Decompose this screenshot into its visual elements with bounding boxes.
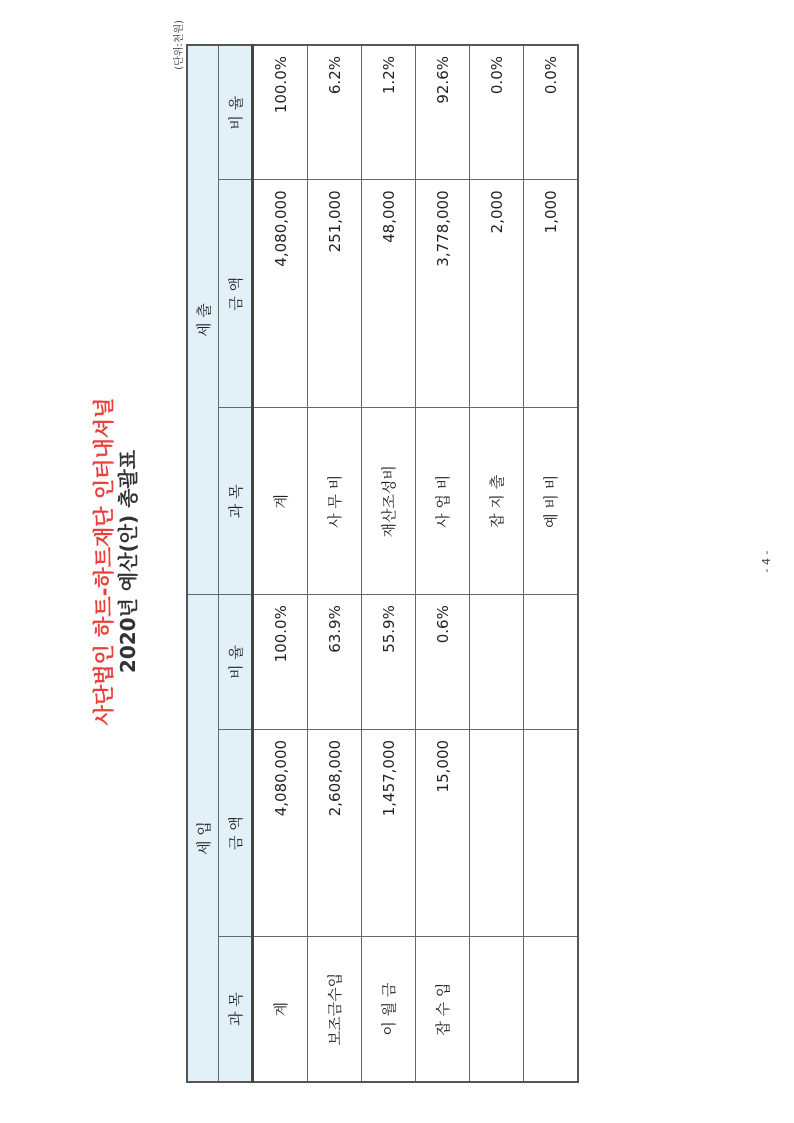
expense-amount: 48,000 [362, 180, 416, 408]
document-subtitle: 2020년 예산(안) 총괄표 [116, 449, 140, 674]
income-ratio: 0.6% [416, 595, 470, 730]
income-item [470, 937, 524, 1082]
income-amount-header: 금 액 [219, 729, 253, 936]
expense-item: 잡 지 출 [470, 408, 524, 595]
table-row [308, 45, 362, 1082]
unit-label: (단위:천원) [174, 20, 185, 70]
income-item: 계 [253, 937, 308, 1082]
table-row [416, 45, 470, 1082]
expense-header: 세 출 [187, 45, 219, 595]
expense-amount-header: 금 액 [219, 180, 253, 408]
document-title: 사단법인 하트-하트재단 인터내셔널 [92, 397, 116, 726]
expense-amount: 2,000 [470, 180, 524, 408]
expense-item: 재산조성비 [362, 408, 416, 595]
expense-item-header: 과 목 [219, 408, 253, 595]
income-item: 이 월 금 [362, 937, 416, 1082]
table-row [470, 45, 524, 1082]
income-ratio [524, 595, 579, 730]
income-ratio: 100.0% [253, 595, 308, 730]
income-ratio [470, 595, 524, 730]
expense-ratio: 1.2% [362, 45, 416, 180]
table-row [524, 45, 579, 1082]
income-item [524, 937, 579, 1082]
income-item: 보조금수입 [308, 937, 362, 1082]
expense-amount: 1,000 [524, 180, 579, 408]
expense-ratio: 0.0% [524, 45, 579, 180]
expense-ratio-header: 비 율 [219, 45, 253, 180]
income-amount: 15,000 [416, 729, 470, 936]
income-amount: 2,608,000 [308, 729, 362, 936]
expense-amount: 3,778,000 [416, 180, 470, 408]
expense-amount: 251,000 [308, 180, 362, 408]
income-amount: 4,080,000 [253, 729, 308, 936]
expense-ratio: 100.0% [253, 45, 308, 180]
expense-item: 사 무 비 [308, 408, 362, 595]
income-ratio: 63.9% [308, 595, 362, 730]
expense-ratio: 92.6% [416, 45, 470, 180]
expense-item: 사 업 비 [416, 408, 470, 595]
header-row-1 [187, 45, 219, 1082]
page-number: - 4 - [760, 550, 773, 573]
income-ratio-header: 비 율 [219, 595, 253, 730]
budget-table [186, 44, 579, 1083]
income-item-header: 과 목 [219, 937, 253, 1082]
income-amount [470, 729, 524, 936]
expense-ratio: 6.2% [308, 45, 362, 180]
expense-amount: 4,080,000 [253, 180, 308, 408]
table-row [253, 45, 308, 1082]
income-ratio: 55.9% [362, 595, 416, 730]
income-item: 잡 수 입 [416, 937, 470, 1082]
income-header: 세 입 [187, 595, 219, 1082]
header-row-2 [219, 45, 253, 1082]
expense-item: 계 [253, 408, 308, 595]
expense-ratio: 0.0% [470, 45, 524, 180]
income-amount: 1,457,000 [362, 729, 416, 936]
income-amount [524, 729, 579, 936]
table-row [362, 45, 416, 1082]
expense-item: 예 비 비 [524, 408, 579, 595]
